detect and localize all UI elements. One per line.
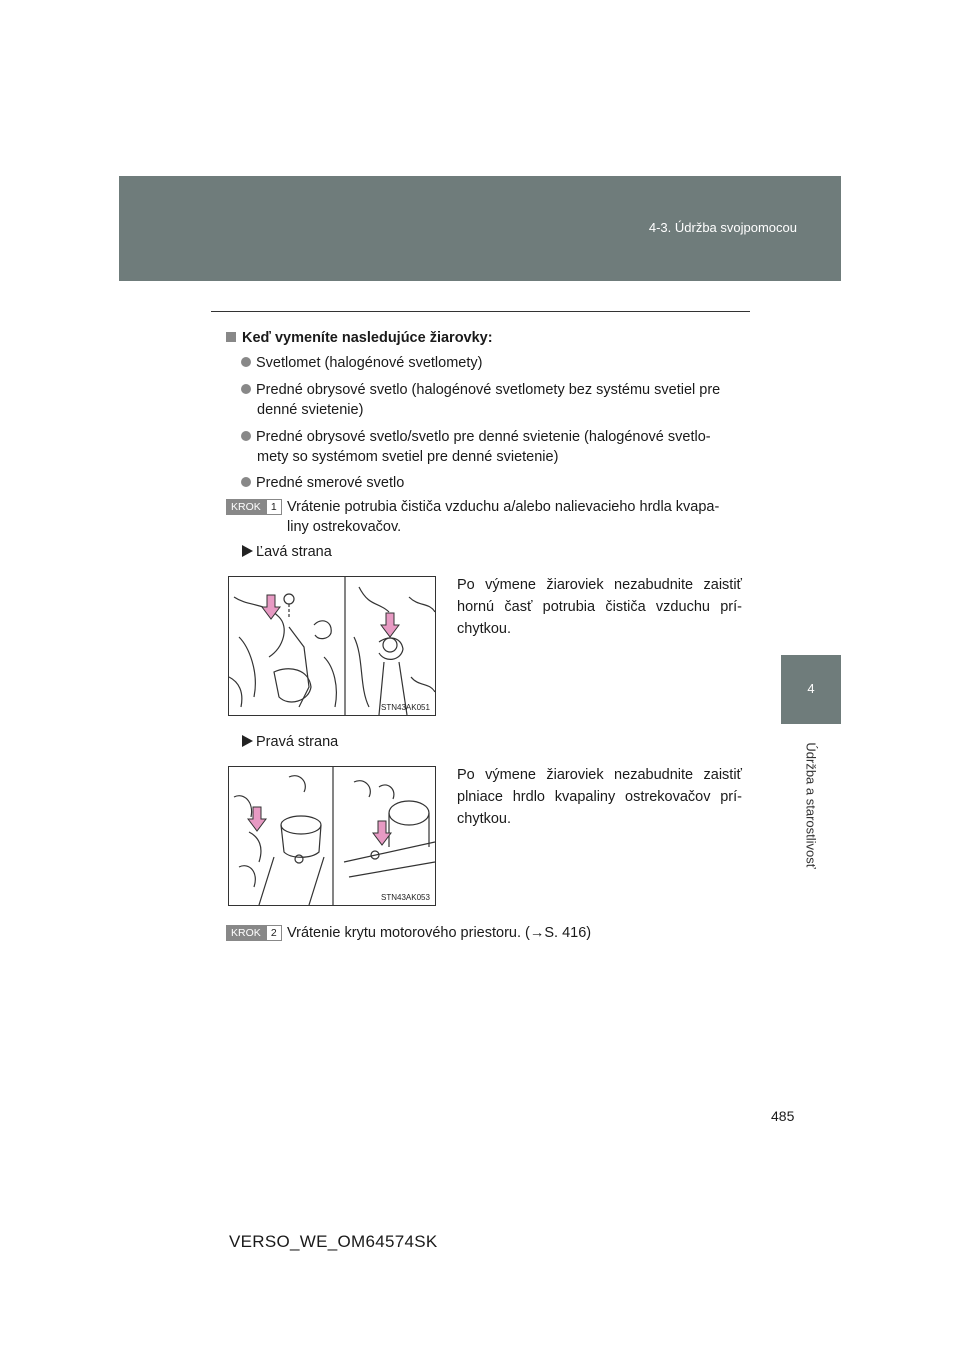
step-text: Vrátenie krytu motorového priestoru. (→S. 416) [287,925,592,941]
chapter-label-text: Údržba a starostlivosť [803,742,819,869]
chapter-tab [781,655,841,724]
step-badge: KROK 1 [226,499,282,515]
bullet-item-continuation: mety so systémom svetiel pre denné svietenie) [257,449,559,465]
step-text-continuation: liny ostrekovačov. [287,519,402,535]
chapter-number: 4 [807,681,815,696]
side-title-right: Pravá strana [242,731,338,753]
circle-bullet-icon [241,431,251,441]
engine-illustration-right [229,767,435,905]
circle-bullet-icon [241,477,251,487]
figure-code: STN43AK053 [381,893,430,902]
note-right: Po výmene žiaroviek nezabudnite zaistiť plniace hrdlo kvapaliny ostrekovačov prí- chytkou. [457,767,742,827]
section-heading: Keď vymeníte nasledujúce žiarovky: [226,327,493,349]
bullet-item: Svetlomet (halogénové svetlomety) [241,352,482,374]
square-bullet-icon [226,332,236,342]
engine-illustration-left [229,577,435,715]
note-left: Po výmene žiaroviek nezabudnite zaistiť hornú časť potrubia čističa vzduchu prí- chytkou. [457,577,742,637]
triangle-pointer-icon [242,735,253,747]
chapter-label [781,726,841,886]
circle-bullet-icon [241,384,251,394]
header-band [119,176,841,281]
top-rule [211,311,750,312]
circle-bullet-icon [241,357,251,367]
bullet-item: Predné smerové svetlo [241,472,404,494]
page-number: 485 [771,1108,795,1124]
bullet-item-continuation: denné svietenie) [257,402,364,418]
bullet-item: Predné obrysové svetlo (halogénové svetlomety bez systému svetiel pre [241,379,720,401]
bullet-item: Predné obrysové svetlo/svetlo pre denné svietenie (halogénové svetlo- [241,426,711,448]
step-text: Vrátenie potrubia čističa vzduchu a/alebo nalievacieho hrdla kvapa- [287,499,720,515]
figure-code: STN43AK051 [381,703,430,712]
triangle-pointer-icon [242,545,253,557]
illustration-left [228,576,436,716]
step-badge: KROK 2 [226,925,282,941]
illustration-right [228,766,436,906]
document-code: VERSO_WE_OM64574SK [229,1232,438,1251]
section-title: 4-3. Údržba svojpomocou [648,220,797,235]
side-title-left: Ľavá strana [242,541,332,563]
